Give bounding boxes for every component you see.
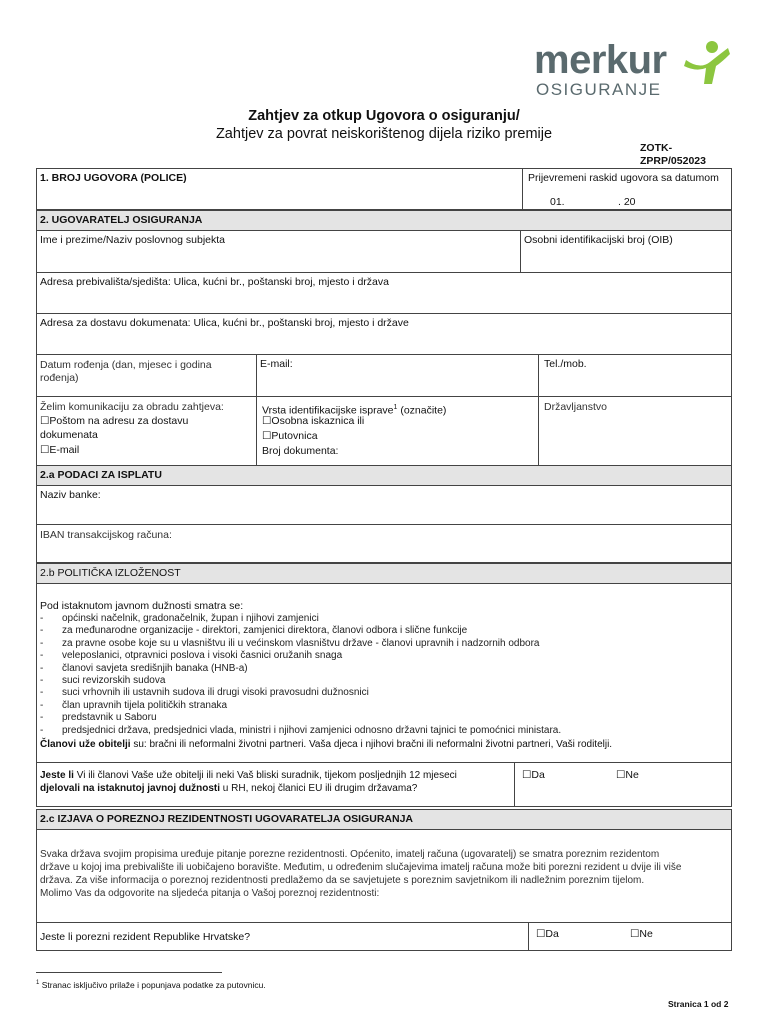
section-2a-header: 2.a PODACI ZA ISPLATU xyxy=(40,469,162,481)
pep-question-line2: djelovali na istaknutoj javnoj dužnosti u RH, nekoj članici EU ili drugim državama? xyxy=(40,783,418,794)
id-number-input[interactable] xyxy=(346,445,532,463)
pep-intro: Pod istaknutom javnom dužnosti smatra se: xyxy=(40,600,244,612)
oib-label: Osobni identifikacijski broj (OIB) xyxy=(524,234,673,246)
id-number-label: Broj dokumenta: xyxy=(262,445,339,457)
pep-question-line1: Jeste li Vi ili članovi Vaše uže obitelji ili neki Vaš bliski suradnik, tijekom posljednjih 12 mjeseci xyxy=(40,770,457,781)
section-2c-header: 2.c IZJAVA O POREZNOJ REZIDENTNOSTI UGOVARATELJA OSIGURANJA xyxy=(40,813,413,825)
checkbox-icon[interactable]: ☐ xyxy=(40,444,50,456)
list-item: - za pravne osobe koje su u vlasništvu ili u većinskom vlasništvu države - članovi upravnih i nadzornih odbora xyxy=(38,638,561,650)
communication-option-post[interactable]: ☐Poštom na adresu za dostavu xyxy=(40,415,189,427)
list-item: - članovi savjeta središnjih banaka (HNB-a) xyxy=(38,663,561,675)
form-code-line2: ZPRP/052023 xyxy=(640,155,706,167)
family-definition: Članovi uže obitelji su: bračni ili neformalni životni partneri. Vaša djeca i njihovi bračni ili neformalni životni partneri, Vaši roditelji. xyxy=(40,739,613,750)
tax-info-line-1: Svaka država svojim propisima uređuje pitanje porezne rezidentnosti. Općenito, imatelj računa (ugovaratelj) se smatra poreznim rezidentom xyxy=(40,849,660,860)
email-label: E-mail: xyxy=(260,358,293,370)
communication-label: Želim komunikaciju za obradu zahtjeva: xyxy=(40,401,224,413)
checkbox-icon[interactable]: ☐ xyxy=(536,928,546,940)
list-item: - član upravnih tijela političkih stranaka xyxy=(38,700,561,712)
section-2b-header: 2.b POLITIČKA IZLOŽENOST xyxy=(40,567,181,579)
form-title: Zahtjev za otkup Ugovora o osiguranju/ xyxy=(248,108,520,124)
policy-number-label: 1. BROJ UGOVORA (POLICE) xyxy=(40,172,187,184)
iban-label: IBAN transakcijskog računa: xyxy=(40,529,172,541)
bank-name-input[interactable] xyxy=(106,489,728,519)
delivery-address-input[interactable] xyxy=(40,331,728,351)
iban-input[interactable] xyxy=(180,529,728,559)
footnote: $^1$ Stranac isključivo prilaže i popunjava podatke za putovnicu. xyxy=(36,979,266,990)
list-item: - predstavnik u Saboru xyxy=(38,712,561,724)
tax-info-line-2: države u kojoj ima prebivalište ili uobičajeno boravište. Međutim, u određenim slučajevima imatelj računa može biti porezni rezident u dvije ili više xyxy=(40,862,682,873)
tax-answer-no[interactable]: ☐Ne xyxy=(630,928,653,940)
pep-answer-no[interactable]: ☐Ne xyxy=(616,769,639,781)
form-code-line1: ZOTK- xyxy=(640,142,673,154)
list-item: - suci vrhovnih ili ustavnih sudova ili drugi visoki pravosudni dužnosnici xyxy=(38,687,561,699)
checkbox-icon[interactable]: ☐ xyxy=(630,928,640,940)
phone-label: Tel./mob. xyxy=(544,358,587,370)
id-option-id-card[interactable]: ☐Osobna iskaznica ili xyxy=(262,415,365,427)
tax-info-line-3: država. Za više informacija o poreznoj rezidentnosti predlažemo da se savjetujete s poreznim savjetnikom ili nadležnim poreznim tijelom. xyxy=(40,875,645,886)
termination-date-year[interactable]: . 20 xyxy=(618,196,636,208)
tax-resident-question: Jeste li porezni rezident Republike Hrvatske? xyxy=(40,931,251,943)
section-2-header: 2. UGOVARATELJ OSIGURANJA xyxy=(40,214,203,226)
list-item: - općinski načelnik, gradonačelnik, župan i njihovi zamjenici xyxy=(38,613,561,625)
citizenship-input[interactable] xyxy=(544,416,728,464)
delivery-address-label: Adresa za dostavu dokumenata: Ulica, kućni br., poštanski broj, mjesto i države xyxy=(40,317,409,329)
checkbox-icon[interactable]: ☐ xyxy=(616,769,626,781)
name-input[interactable] xyxy=(40,248,514,268)
list-item: - za međunarodne organizacije - direktori, zamjenici direktora, članovi odbora i slične funkcije xyxy=(38,625,561,637)
checkbox-icon[interactable]: ☐ xyxy=(40,415,50,427)
id-type-label: Vrsta identifikacijske isprave$^1$ (označite) xyxy=(262,404,447,417)
phone-input[interactable] xyxy=(594,358,728,392)
dob-label: Datum rođenja (dan, mjesec i godina rođenja) xyxy=(40,359,212,384)
tax-answer-yes[interactable]: ☐Da xyxy=(536,928,559,940)
checkbox-icon[interactable]: ☐ xyxy=(522,769,532,781)
citizenship-label: Državljanstvo xyxy=(544,401,608,413)
checkbox-icon[interactable]: ☐ xyxy=(262,430,272,442)
address-label: Adresa prebivališta/sjedišta: Ulica, kućni br., poštanski broj, mjesto i država xyxy=(40,276,389,288)
logo-sub-text: OSIGURANJE xyxy=(536,80,662,99)
early-termination-label: Prijevremeni raskid ugovora sa datumom xyxy=(528,172,719,184)
pep-function-list xyxy=(38,613,561,737)
form-subtitle: Zahtjev za povrat neiskorištenog dijela riziko premije xyxy=(215,126,553,142)
termination-date-day[interactable]: 01. xyxy=(550,196,565,208)
logo-brand-text: merkur xyxy=(534,38,667,82)
logo-figure-icon xyxy=(682,40,732,86)
merkur-logo xyxy=(534,38,734,102)
name-label: Ime i prezime/Naziv poslovnog subjekta xyxy=(40,234,226,246)
policy-number-input[interactable] xyxy=(40,186,516,206)
bank-name-label: Naziv banke: xyxy=(40,489,101,501)
email-input[interactable] xyxy=(300,358,532,392)
list-item: - suci revizorskih sudova xyxy=(38,675,561,687)
footnote-rule xyxy=(36,972,222,973)
list-item: - predsjednici država, predsjednici vlada, ministri i njihovi zamjenici odnosno državni tajnici te pomoćnici ministara. xyxy=(38,725,561,737)
oib-input[interactable] xyxy=(524,248,728,268)
id-option-passport[interactable]: ☐Putovnica xyxy=(262,430,318,442)
tax-info-line-4: Molimo Vas da odgovorite na sljedeća pitanja o Vašoj poreznoj rezidentnosti: xyxy=(40,888,380,899)
pep-answer-yes[interactable]: ☐Da xyxy=(522,769,545,781)
page-number: Stranica 1 od 2 xyxy=(668,999,729,1009)
checkbox-icon[interactable]: ☐ xyxy=(262,415,272,427)
communication-option-post-cont: dokumenata xyxy=(40,429,98,441)
list-item: - veleposlanici, otpravnici poslova i visoki časnici oružanih snaga xyxy=(38,650,561,662)
address-input[interactable] xyxy=(40,290,728,310)
communication-option-email[interactable]: ☐E-mail xyxy=(40,444,80,456)
